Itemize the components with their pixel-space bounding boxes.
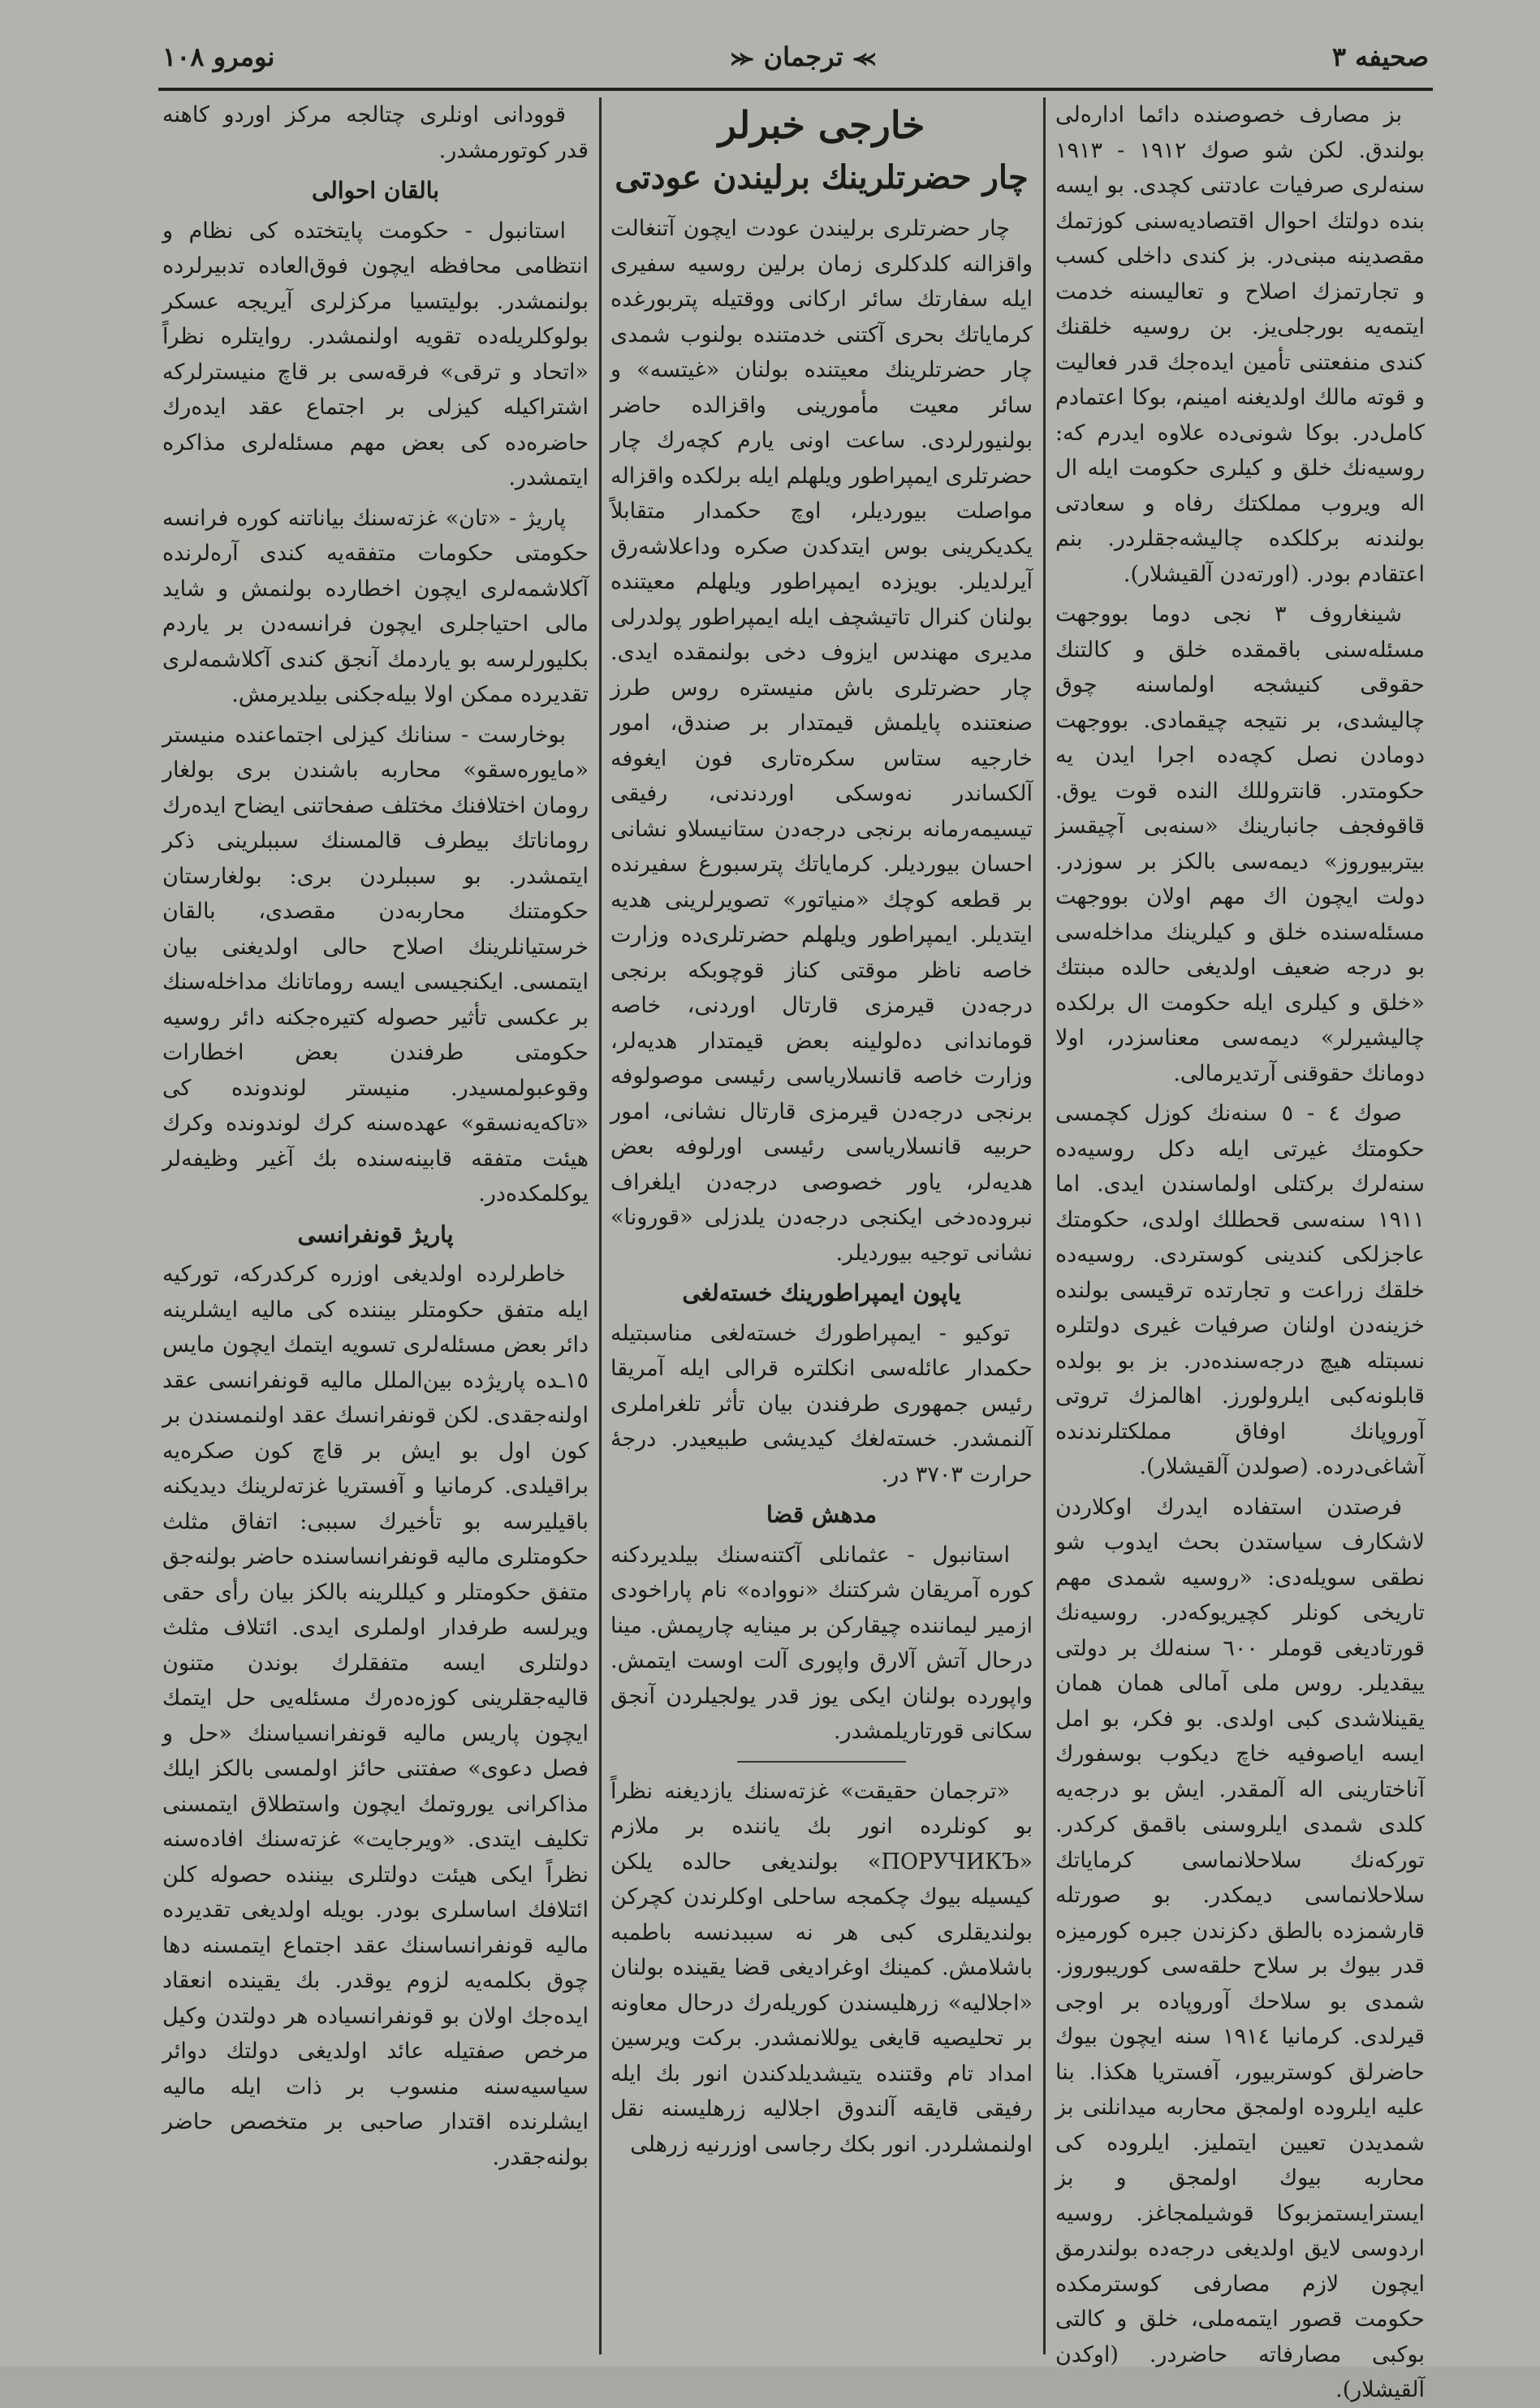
- header-rule: [158, 88, 1433, 91]
- paragraph: شينغاروف ٣ نجی دوما بووجهت مسئله‌سنی باقمقده خلق و كالتنك حقوقی كنيشجه اولماسنه چوق چاليشدی، بر نتيجه چيقمادی. بووجهت دومادن نصل كچه‌ده اجرا ايدن يه حكومتدر. قانتروللك النده قوت يوق. قاقوفجف جانبارينك «سنه‌بی آچيقسز بيتربيوروز» ديمه‌سی بالكز بر سوزدر. دولت ايچون اك مهم اولان بووجهت مسئله‌سنده خلق و كيلرينك مداخله‌سی بو درجه ضعيف اولديغی حالده مبنتك «خلق و كيلری ايله حكومت ال برلكده چاليشيرلر» ديمه‌سی معناسزدر، اولا دومانك حقوقنی آرتديرمالی.: [1055, 602, 1425, 1086]
- paragraph: چار حضرتلری برليندن عودت ايچون آتنغالت واقزالنه كلدكلری زمان برلين روسيه سفيری ايله سفارتك سائر اركانی ووقتيله پتربورغده كرماياتك بحری آكتنی خدمتنده بولنوب شمدی چار حضرتلرينك معيتنده بولنان «غيتسه» و سائر معيت مأمورينی واقزالده حاضر بولنيورلردی. ساعت اونی يارم كچه‌رك چار حضرتلری ايمپراطور ويلهلم ايله برلكده واقزاله مواصلت بيورديلر، اوچ حكمدار متقابلاً يكديكرينی بوس ايتدكدن صكره وداعلاشه‌رق آيرلديلر. بويزده ايمپراطور ويلهلم معيتنده بولنان كنرال تاتيشچف ايله ايمپراطور پولدرلی مديری مهندس ايزوف دخی بولنمقده ايدی. چار حضرتلری باش منيستره روس طرز صنعتنده پايلمش قيمتدار بر صندق، امور خارجيه ستاس سكره‌تاری فون ايغوفه آلكساندر نه‌وسكی اوردندنی، رفيقی تيسيمه‌رمانه برنجی درجه‌دن ستانيسلاو نشانی احسان بيورديلر. كرماياتك پترسبورغ سفيرنده بر قطعه كوچك «منياتور» تصويرلرينی هديه ايتديلر. ايمپراطور ويلهلم حضرتلری‌ده وزارت خاصه ناظر موقتی كناز قوچوبكه برنجی درجه‌دن قيرمزی قارتال اوردنی، خاصه قوماندانی ده‌لولينه بعض قيمتدار هديه‌لر، وزارت خاصه قانسلارياسی رئيسی موصولوفه برنجی درجه‌دن قيرمزی قارتال نشانی، امور حربيه قانسلارياسی رئيسی اورلوفه بعض هديه‌لر، ياور خصوصی درجه‌دن ايلغراف نبروده‌دخی ايكنجی درجه‌دن يلدزلی «قورونا» نشانی توجيه بيورديلر.: [610, 216, 1033, 1266]
- column-divider-right: [1043, 97, 1046, 2354]
- paragraph: «ترجمان حقيقت» غزته‌سنك يازديغنه نظراً بو كونلرده انور بك ياننده بر ملازم «ПОРУЧИКЪ» بولنديغی حالده يلكن كيسيله بيوك چكمجه ساحلی اوكلرندن كچركن بولنديقلری كبی هر نه سببدنسه باطمبه باشلامش. كمينك اوغراديغی قضا يقينده بولنان «اجلالیه» زرهليسندن كوريله‌رك درحال معاونه بر تحليصيه قايغی يوللانمشدر. بركت ويرسين امداد تام وقتنده يتيشديلدكندن انور بك ايله رفيقی قايقه آلندوق اجلاليه زرهليسنه نقل اولنمشلردر. انور بكك رجاسی اوزرنيه زرهلی: [610, 1778, 1033, 2157]
- paragraph: بوخارست - سنانك كيزلی اجتماعنده منيستر «مايوره‌سقو» محاربه باشندن بری بولغار رومان اختلافنك مختلف صفحاتنی ايضاح ايده‌رك روماناتك بيطرف قالمسنك سببلرينی ذكر ايتمشدر. بو سببلردن بری: بولغارستان حكومتنك محاربه‌دن مقصدی، بالقان خرستيانلرينك اصلاح حالی اولديغنی بيان ايتمسی. ايكنجيسی ايسه روماتانك مداخله‌سنك بر عكسی تأثير حصوله كتيره‌جكنه دائر روسيه حكومتی طرفندن بعض اخطارات وقوعبولمسيدر. منيستر لوندونده كی «تاكه‌يه‌نسقو» عهده‌سنه كرك لوندونده وكرك هيئت متفقه قابينه‌سنده بك آغير وظيفه‌لر يوكلمكده‌در.: [162, 722, 589, 1206]
- column-left: [162, 97, 589, 2346]
- paragraph: استانبول - عثمانلی آكتنه‌سنك بيلديردكنه كوره آمريقان شركتنك «نوواده» نام پاراخودی ازمير ليماننده چيقاركن بر مينايه چارپمش. مينا درحال آتش آلارق واپوری آلت اوست ايتمش. واپورده بولنان ايكی يوز قدر يولجيلردن آنجق سكانی قورتاريلمشدر.: [610, 1542, 1033, 1744]
- section-title: خارجی خبرلر: [718, 103, 925, 147]
- paragraph: فرصتدن استفاده ايدرك اوكلاردن لاشكارف سياستدن بحث ايدوب شو نطقی سويله‌دی: «روسيه شمدی مهم تاريخی كونلر كچيريوكه‌در. روسيه‌نك قورتاديغی قوملر ٦٠٠ سنه‌لك بر دولتی ييقديلر. روس ملی آمالی همان همان يقينلاشدی كبی اولدی. بو فكر، بو امل ايسه اياصوفيه خاچ ديكوب بوسفورك آناختارينی اله آلمقدر. ايش بو درجه‌يه كلدی شمدی ايلروسنی باقمق كركدر. توركه‌نك سلاحلانماسی كرماياتك سلاحلانماسی ديمكدر. بو صورتله قارشمزده بالطق دكزندن جبره كورميزه قدر بيوك بر سلاح حلقه‌سی كوريبوروز. شمدی بو سلاحك آوروپاده بر اوجی قيرلدی. كرمانيا ١٩١٤ سنه ايچون بيوك حاضرلق كوستربيور، آفستريا هكذا. بنا عليه ايلروده اولمجق محاربه ميدانلنی بز شمديدن تعيين ايتمليز. ايلروده كی محاربه بيوك اولمجق و بز ايسترايستمزبوكا قوشيلمجاغز. روسيه اردوسی لايق اولديغی درجه‌ده بولندرمق ايچون لازم مصارفی كوسترمكده حكومت قصور ايتمه‌ملی، خلق و كالتی بوكبی مصارفاته حاضردر. (اوكدن آلقيشلار).: [1055, 1494, 1425, 2402]
- subheading: بالقان احوالی: [311, 177, 440, 204]
- column-divider-left: [599, 97, 602, 2354]
- masthead: [731, 41, 876, 72]
- subheading: ياپون ايمپراطورينك خسته‌لغی: [682, 1280, 961, 1306]
- ornament-right-icon: ⪼: [852, 42, 877, 71]
- issue-number: نومرو ١٠٨: [162, 41, 275, 72]
- page-header: [162, 32, 1429, 81]
- paragraph: قوودانی اونلری چتالجه مركز اوردو كاهنه قدر كوتورمشدر.: [162, 102, 589, 163]
- paragraph: توكيو - ايمپراطورك خسته‌لغی مناسبتيله حكمدار عائله‌سی انكلتره قرالی ايله آمريقا رئيس جمهوری طرفندن بيان تأثر تلغراملری آلنمشدر. خسته‌لغك كيدیشی طبيعيدر. درجۀ حرارت ٣٧٠٣ در.: [610, 1320, 1033, 1487]
- subheading: پاريژ قونفرانسی: [297, 1220, 454, 1248]
- subheading: مدهش قضا: [766, 1501, 878, 1528]
- newspaper-title: ترجمان: [763, 41, 843, 72]
- separator: [737, 1761, 906, 1763]
- paragraph: بز مصارف خصوصنده دائما اداره‌لی بولندق. لكن شو صوك ١٩١٢ - ١٩١٣ سنه‌لری صرفيات عادتنی كچدی. بو ايسه بنده دولتك احوال اقتصاديه‌سنی كوزتمك مقصدينه مبنی‌در. بز كندی داخلی كسب و تجارتمزك اصلاح و تعاليسنه خدمت ايتمه‌يه بورجلی‌يز. بن روسيه خلقنك كندی منفعتنی تأمين ايده‌جك قدر فعاليت و قوته مالك اولديغنه امينم، بوكا اعتمادم كامل‌در. بوكا شونی‌ده علاوه ايدرم كه: روسيه‌نك خلق و كيلری حكومت ايله ال اله ويروب مملكتك رفاه و سعادتی بولندنه بركلكده چاليشه‌جقلردر. بنم اعتقادم بودر. (اورته‌دن آلقيشلار).: [1055, 102, 1426, 587]
- ornament-left-icon: ⪻: [731, 42, 754, 71]
- paragraph: استانبول - حكومت پايتختده كی نظام و انتظامی محافظه ايچون فوق‌العاده تدبيرلرده بولنمشدر. بوليتسيا مركزلری آيريجه عسكر بولوكلريله‌ده تقويه اولنمشدر. روايتلره نظراً «اتحاد و ترقی» فرقه‌سی بر قاچ منيسترلركه اشتراكيله كيزلی بر اجتماع عقد ايده‌رك حاضره‌ده كی بعض مهم مسئله‌لری مذاكره ايتمشدر.: [162, 218, 589, 490]
- paragraph: پاريژ - «تان» غزته‌سنك بياناتنه كوره فرانسه حكومتی حكومات متفقه‌يه كندی آره‌لرنده آكلاشمه‌لری ايچون اخطارده بولنمش و شايد مالی احتياجلری ايچون فرانسه‌دن بر ياردم بكليورلرسه بو ياردمك آنجق كندی آكلاشمه‌لری تقديرده ممكن اولا بيله‌جكنی بيلديرمش.: [162, 505, 589, 707]
- paragraph: خاطرلرده اولديغی اوزره كركدركه، توركيه ايله متفق حكومتلر بيننده كی ماليه ايشلرينه دائر بعض مسئله‌لری تسويه ايتمك ايچون مايس ١٥ـده پاريژده بين‌الملل ماليه قونفرانسی عقد اولنه‌جقدی. لكن قونفرانسك عقد اولنمسندن بر كون اول بو ايش بر قاچ كون صكره‌يه براقيلدی. كرمانيا و آفستريا غزته‌لرينك ديديكنه باقيليرسه بو تأخيرك سببی: اتفاق مثلث حكومتلری ماليه قونفرانساسنده حاضر بولنه‌جق متفق حكومتلر و كيللرينه بالكز بيان رأی حقی ويرلسه طرفدار اولملری ايدی. ائتلاف مثلث دولتلری ايسه متفقلرك بوندن متنون قاليه‌جقلرينی كوزه‌ده‌رك مسئله‌يی حل ايتمك ايچون پاريس ماليه قونفرانسياسنك «حل و فصل دعوی» صفتنی حائز اولمسی بالكز ايلك مذاكرانی يوروتمك ايچون واستطلاق ايتمسنی تكليف ايتدی. «ويرجايت» غزته‌سنك افاده‌سنه نظراً ايكی هيئت دولتلری بيننده حصوله كلن ائتلافك اساسلری بودر. بويله اولديغی تقديرده ماليه قونفرانساسنك عقد اجتماع ايتمسنه دها چوق بكلمه‌يه لزوم يوقدر. بك يقينده انعقاد ايده‌جك اولان بو قونفرانسياده هر دولتدن وكيل مرخص صفتيله عائد اولديغی دولتك دوائر سياسيه‌سنه منسوب بر ذات ايله ماليه ايشلرنده اقتدار صاحبی بر متخصص حاضر بولنه‌جقدر.: [162, 1262, 589, 2170]
- column-right: [1055, 97, 1426, 2402]
- paragraph: صوك ٤ - ٥ سنه‌نك كوزل كچمسی حكومتك غيرتی ايله دكل روسيه‌ده سنه‌لرك بركتلی اولماسندن ايدی. اما ١٩١١ سنه‌سی قحطلك اولدی، حكومتك عاجزلكی كندينی كوستردی. روسيه‌ده خلقك زراعت و تجارتده ترقيسی بولنده خزينه‌دن اولنان صرفيات غيری دولتلره نسبتله هيچ درجه‌سنده‌در. بز بو بولده قابلونه‌كبی ايلرولورز. اهالمزك تروتی آوروپانك اوفاق مملكتلرندنده آشاغی‌درده. (صولدن آلقيشلار).: [1055, 1101, 1425, 1479]
- column-middle: [610, 97, 1033, 2346]
- article-title: چار حضرتلرينك برليندن عودتی: [615, 158, 1029, 196]
- page-number: صحيفه ٣: [1331, 41, 1429, 72]
